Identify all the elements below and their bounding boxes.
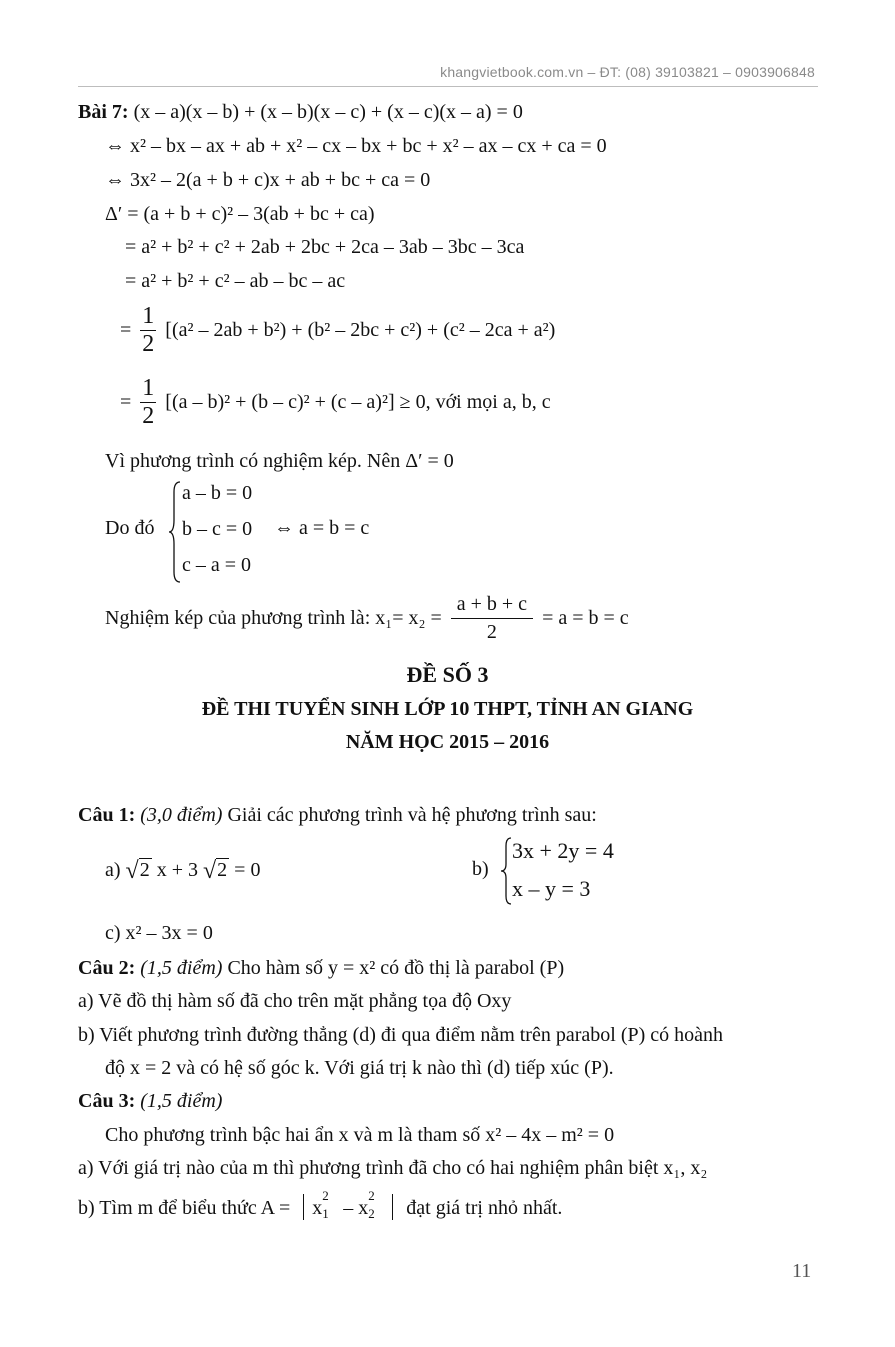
left-brace-icon [500, 836, 512, 906]
cau1-part-c: c) x² – 3x = 0 [105, 922, 213, 944]
system-row: b – c = 0 [182, 518, 253, 540]
school-year: NĂM HỌC 2015 – 2016 [345, 731, 550, 753]
bai7-delta2: = a² + b² + c² + 2ab + 2bc + 2ca – 3ab – 3bc – 3ca [125, 236, 525, 258]
cau2-part-a: a) Vẽ đồ thị hàm số đã cho trên mặt phẳng tọa độ Oxy [78, 990, 512, 1012]
cau2-part-b-line1: b) Viết phương trình đường thẳng (d) đi qua điểm nằm trên parabol (P) có hoành [78, 1024, 724, 1046]
page-number: 11 [792, 1260, 812, 1282]
bai7-delta4: = $\frac{1}{2}$ [(a² – 2ab + b²) + (b² – 2bc + c²) + (c² – 2ca + a²) [120, 303, 556, 357]
cau3-line: Câu 3: (1,5 điểm) [78, 1090, 223, 1112]
system-row: x – y = 3 [512, 876, 591, 901]
system-row: a – b = 0 [182, 482, 253, 504]
cau1-part-a: a) √2 x + 3 √2 = 0 [105, 858, 261, 884]
bai7-label: Bài 7: [78, 101, 129, 123]
power-subscript: 2 1 [322, 1188, 329, 1221]
bai7-delta1: Δ′ = (a + b + c)² – 3(ab + bc + ca) [105, 203, 375, 225]
half-fraction: $\frac{1}{2}$ [142, 375, 155, 429]
cau2-line: Câu 2: (1,5 điểm) Cho hàm số y = x² có đồ thị là parabol (P) [78, 957, 565, 979]
absolute-value-bar [303, 1194, 304, 1220]
sqrt-symbol: √2 [125, 858, 150, 884]
bai7-line [78, 101, 523, 124]
sum-over-two-fraction: $\frac{a + b + c}{2}$ [451, 593, 533, 644]
bai7-delta3: = a² + b² + c² – ab – bc – ac [125, 270, 346, 292]
cau1-line: Câu 1: (3,0 điểm) Giải các phương trình và hệ phương trình sau: [78, 804, 597, 826]
page-header: khangvietbook.com.vn – ĐT: (08) 39103821 – 0903906848 [440, 64, 815, 80]
left-brace-icon [168, 480, 182, 584]
sqrt-symbol: √2 [203, 858, 228, 884]
cau2-part-b-line2: độ x = 2 và có hệ số góc k. Với giá trị k nào thì (d) tiếp xúc (P). [105, 1057, 614, 1079]
equation-system-xy [500, 836, 660, 908]
header-rule [78, 86, 818, 87]
exam-title: ĐỀ THI TUYỂN SINH LỚP 10 THPT, TỈNH AN GIANG [201, 698, 694, 720]
bai7-equation: (x – a)(x – b) + (x – b)(x – c) + (x – c)(x – a) = 0 [133, 101, 523, 123]
system-row: 3x + 2y = 4 [512, 838, 614, 863]
cau3-text: Cho phương trình bậc hai ẩn x và m là tham số x² – 4x – m² = 0 [105, 1124, 615, 1146]
cau3-part-b: b) Tìm m để biểu thức A = x 2 1 – x 2 2 đạt giá trị nhỏ nhất. [78, 1188, 563, 1221]
do-do-label: Do đó [105, 517, 155, 539]
cau1-part-b-label: b) [472, 858, 489, 880]
system-row: c – a = 0 [182, 554, 252, 576]
system-result: ⇔ a = b = c [274, 517, 370, 539]
nghiem-kep-line: Nghiệm kép của phương trình là: x₁= x₂ = $\frac{a + b + c}{2}$ = a = b = c [105, 593, 629, 643]
bai7-reason: Vì phương trình có nghiệm kép. Nên Δ′ = 0 [105, 450, 454, 472]
bai7-step2: ⇔ 3x² – 2(a + b + c)x + ab + bc + ca = 0 [105, 169, 431, 191]
exam-number-title: ĐỀ SỐ 3 [406, 662, 489, 687]
bai7-step1: ⇔ x² – bx – ax + ab + x² – cx – bx + bc + x² – ax – cx + ca = 0 [105, 135, 607, 157]
power-subscript: 2 2 [368, 1188, 375, 1221]
cau3-part-a: a) Với giá trị nào của m thì phương trình đã cho có hai nghiệm phân biệt x₁, x₂ [78, 1157, 708, 1179]
absolute-value-bar [392, 1194, 393, 1220]
half-fraction: $\frac{1}{2}$ [142, 303, 155, 357]
bai7-delta5: = $\frac{1}{2}$ [(a – b)² + (b – c)² + (c – a)²] ≥ 0, với mọi a, b, c [120, 375, 551, 429]
